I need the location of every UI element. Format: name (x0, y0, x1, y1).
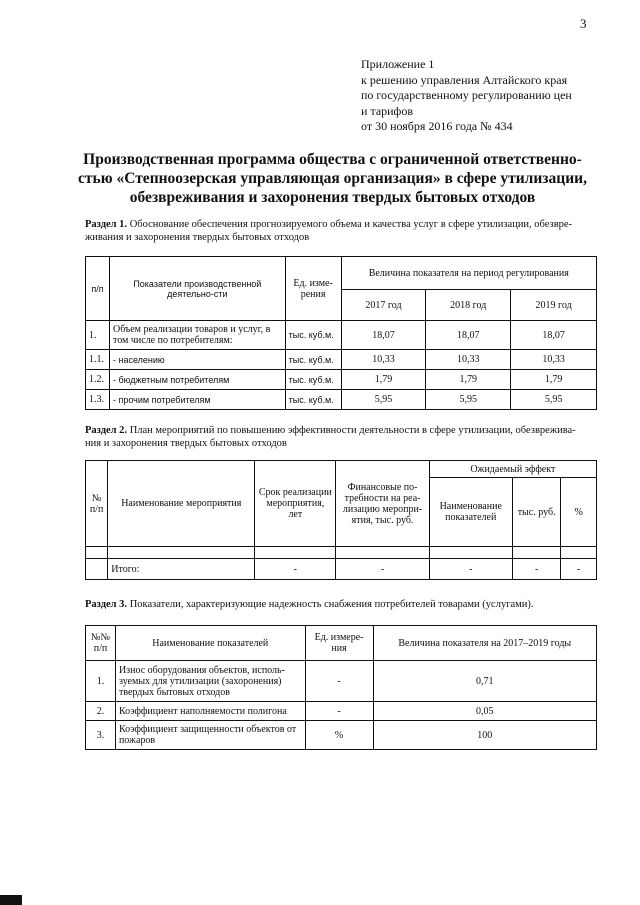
row-value-2018: 10,33 (426, 350, 511, 370)
document-title (60, 150, 605, 207)
page-number: 3 (580, 16, 587, 31)
header-num: п/п (86, 257, 110, 321)
appendix-block (361, 57, 572, 135)
total-effect-rub: - (512, 559, 561, 580)
row-value-2019: 10,33 (511, 350, 597, 370)
header-name: Наименование мероприятия (108, 461, 255, 547)
row-num: 1.3. (86, 390, 110, 410)
appendix-line: от 30 ноября 2016 года № 434 (361, 119, 513, 133)
total-effect-name: - (429, 559, 512, 580)
header-year-2018: 2018 год (426, 290, 511, 321)
section2-heading (85, 424, 605, 450)
section1-text-2: живания и захоронения твердых бытовых отходов (85, 232, 310, 243)
scan-edge-mark (0, 895, 22, 905)
row-value: 100 (373, 721, 597, 750)
row-value-2017: 5,95 (341, 390, 426, 410)
row-name: Износ оборудования объектов, исполь-зуемых для утилизации (захоронения) твердых бытовых отходов (115, 661, 305, 702)
total-effect-pct: - (561, 559, 597, 580)
row-value-2019: 1,79 (511, 370, 597, 390)
row-value-2018: 18,07 (426, 321, 511, 350)
header-term: Срок реализации мероприятия, лет (255, 461, 336, 547)
row-name: Коэффициент защищенности объектов от пожаров (115, 721, 305, 750)
header-num: № п/п (86, 461, 108, 547)
section3-label: Раздел 3. (85, 599, 128, 610)
table-row (86, 702, 597, 721)
header-year-2017: 2017 год (341, 290, 426, 321)
appendix-line: по государственному регулированию цен (361, 88, 572, 102)
total-term: - (255, 559, 336, 580)
section3-text: Показатели, характеризующие надежность снабжения потребителей товарами (услугами). (127, 599, 534, 610)
row-unit: тыс. куб.м. (285, 370, 341, 390)
row-value: 0,05 (373, 702, 597, 721)
header-num: №№ п/п (86, 626, 116, 661)
total-row (86, 559, 597, 580)
row-num: 1.2. (86, 370, 110, 390)
header-value: Величина показателя на 2017–2019 годы (373, 626, 597, 661)
total-label: Итого: (108, 559, 255, 580)
table-row (86, 390, 597, 410)
section1-text: Обоснование обеспечения прогнозируемого объема и качества услуг в сфере утилизации, обезвре- (127, 219, 573, 230)
header-effect-name: Наименование показателей (429, 478, 512, 547)
section2-text-2: ния и захоронения твердых бытовых отходов (85, 438, 287, 449)
title-line: стью «Степноозерская управляющая организация» в сфере утилизации, (78, 170, 587, 187)
section2-table (85, 460, 597, 580)
row-unit: тыс. куб.м. (285, 350, 341, 370)
appendix-line: и тарифов (361, 103, 414, 118)
section1-heading (85, 218, 605, 244)
row-num: 1. (86, 661, 116, 702)
header-unit: Ед. измере-ния (305, 626, 373, 661)
row-name: Объем реализации товаров и услуг, в том числе по потребителям: (109, 321, 285, 350)
header-effect: Ожидаемый эффект (429, 461, 596, 478)
section3-table (85, 625, 597, 750)
header-effect-pct: % (561, 478, 597, 547)
appendix-line: к решению управления Алтайского края (361, 72, 568, 87)
row-value-2018: 1,79 (426, 370, 511, 390)
title-line: Производственная программа общества с ограниченной ответственно- (83, 151, 582, 168)
total-finance: - (336, 559, 429, 580)
row-unit: - (305, 661, 373, 702)
table-row (86, 321, 597, 350)
table-row (86, 370, 597, 390)
row-value-2017: 10,33 (341, 350, 426, 370)
header-unit: Ед. изме-рения (285, 257, 341, 321)
row-name: - прочим потребителям (109, 390, 285, 410)
row-unit: тыс. куб.м. (285, 390, 341, 410)
header-effect-rub: тыс. руб. (512, 478, 561, 547)
row-value-2017: 18,07 (341, 321, 426, 350)
table-row (86, 721, 597, 750)
row-name: - бюджетным потребителям (109, 370, 285, 390)
row-num: 1. (86, 321, 110, 350)
row-value-2019: 5,95 (511, 390, 597, 410)
appendix-line: Приложение 1 (361, 57, 435, 71)
section1-table (85, 256, 597, 410)
row-num: 3. (86, 721, 116, 750)
row-value-2019: 18,07 (511, 321, 597, 350)
header-indicator: Показатели производственной деятельно-сти (109, 257, 285, 321)
row-value: 0,71 (373, 661, 597, 702)
table-row (86, 661, 597, 702)
table-row (86, 547, 597, 559)
section2-text: План мероприятий по повышению эффективности деятельности в сфере утилизации, обезврежива- (127, 425, 576, 436)
row-name: - населению (109, 350, 285, 370)
title-line: обезвреживания и захоронения твердых бытовых отходов (129, 189, 536, 206)
row-value-2017: 1,79 (341, 370, 426, 390)
section1-label: Раздел 1. (85, 219, 128, 230)
row-num: 2. (86, 702, 116, 721)
header-name: Наименование показателей (115, 626, 305, 661)
row-unit: % (305, 721, 373, 750)
row-name: Коэффициент наполняемости полигона (115, 702, 305, 721)
row-value-2018: 5,95 (426, 390, 511, 410)
section2-label: Раздел 2. (85, 425, 128, 436)
row-unit: тыс. куб.м. (285, 321, 341, 350)
row-unit: - (305, 702, 373, 721)
section3-heading (85, 598, 605, 611)
row-num: 1.1. (86, 350, 110, 370)
header-finance: Финансовые по-требности на реа-лизацию меропри-ятия, тыс. руб. (336, 461, 429, 547)
header-period: Величина показателя на период регулирования (341, 257, 596, 290)
header-year-2019: 2019 год (511, 290, 597, 321)
table-row (86, 350, 597, 370)
